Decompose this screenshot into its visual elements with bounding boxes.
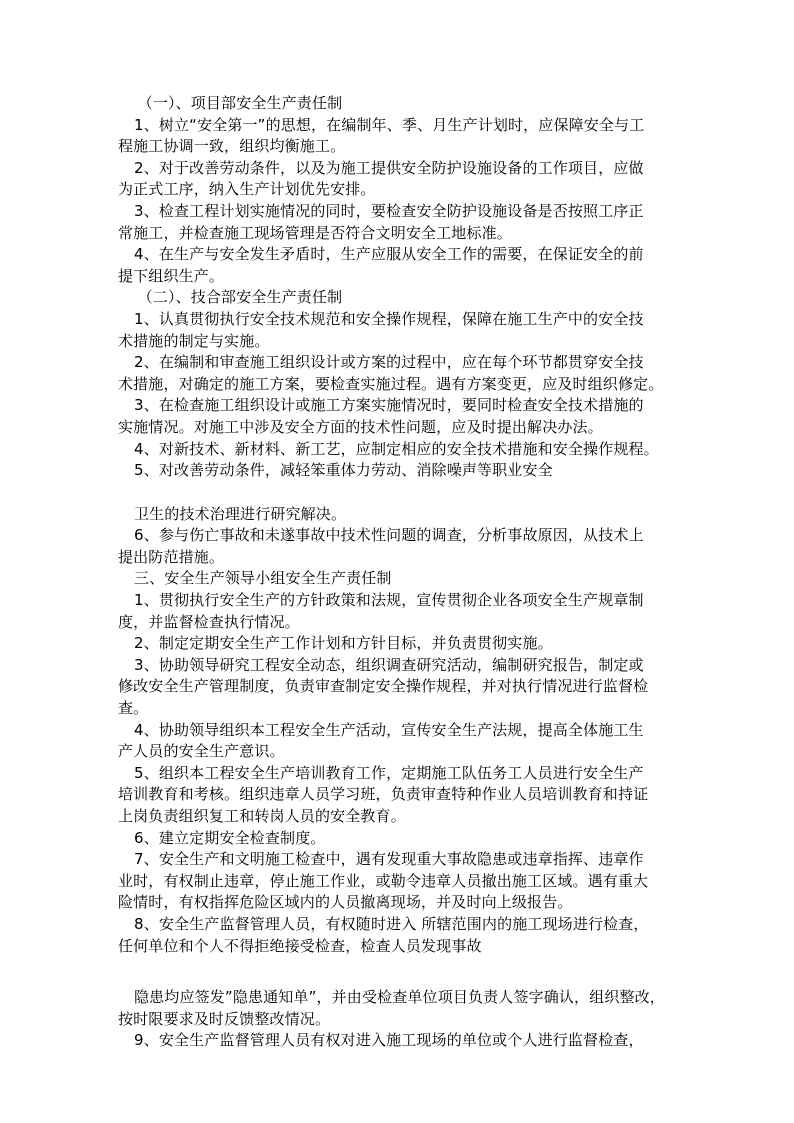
paragraph-line: 8、安全生产监督管理人员，有权随时进入 所辖范围内的施工现场进行检查， xyxy=(134,914,649,933)
paragraph-line: 产人员的安全生产意识。 xyxy=(118,742,285,761)
paragraph-line: 隐患均应签发”隐患通知单”，并由受检查单位项目负责人签字确认，组织整改， xyxy=(134,988,665,1007)
section-heading-project-dept: （一）、项目部安全生产责任制 xyxy=(130,94,343,112)
paragraph-line: 实施情况。对施工中涉及安全方面的技术性问题，应及时提出解决办法。 xyxy=(118,417,603,436)
paragraph-line: 6、建立定期安全检查制度。 xyxy=(134,828,326,847)
paragraph-line: 2、对于改善劳动条件，以及为施工提供安全防护设施设备的工作项目，应做 xyxy=(134,158,644,177)
section-heading-leadership-group: 三、安全生产领导小组安全生产责任制 xyxy=(134,569,392,588)
paragraph-line: 术措施的制定与实施。 xyxy=(118,331,270,350)
paragraph-line: 度，并监督检查执行情况。 xyxy=(118,612,300,631)
paragraph-line: 7、安全生产和文明施工检查中，遇有发现重大事故隐患或违章指挥、违章作 xyxy=(134,850,644,869)
page-break-gap xyxy=(118,482,678,504)
paragraph-line: 5、对改善劳动条件，减轻笨重体力劳动、消除噪声等职业安全 xyxy=(134,461,553,480)
paragraph-line: 2、在编制和审查施工组织设计或方案的过程中，应在每个环节都贯穿安全技 xyxy=(134,353,644,372)
paragraph-line: 培训教育和考核。组织违章人员学习班，负责审查特种作业人员培训教育和持证 xyxy=(118,785,649,804)
paragraph-line: 任何单位和个人不得拒绝接受检查，检查人员发现事故 xyxy=(118,936,482,955)
paragraph-line: 1、认真贯彻执行安全技术规范和安全操作规程，保障在施工生产中的安全技 xyxy=(134,309,644,328)
paragraph-line: 为正式工序，纳入生产计划优先安排。 xyxy=(118,180,376,199)
paragraph-line: 提出防范措施。 xyxy=(118,547,225,566)
paragraph-line: 业时，有权制止违章，停止施工作业，或勒令违章人员撤出施工区域。遇有重大 xyxy=(118,871,649,890)
paragraph-line: 卫生的技术治理进行研究解决。 xyxy=(134,504,347,523)
paragraph-line: 3、检查工程计划实施情况的同时，要检查安全防护设施设备是否按照工序正 xyxy=(134,201,644,220)
paragraph-line: 9、安全生产监督管理人员有权对进入施工现场的单位或个人进行监督检查， xyxy=(134,1031,644,1050)
section-heading-tech-dept: （二）、技合部安全生产责任制 xyxy=(130,288,343,307)
paragraph-line: 1、贯彻执行安全生产的方针政策和法规，宣传贯彻企业各项安全生产规章制 xyxy=(134,591,644,610)
paragraph-line: 险情时，有权指挥危险区域内的人员撤离现场，并及时向上级报告。 xyxy=(118,893,573,912)
paragraph-line: 查。 xyxy=(118,699,149,718)
paragraph-line: 4、协助领导组织本工程安全生产活动，宣传安全生产法规，提高全体施工生 xyxy=(134,720,644,739)
paragraph-line: 4、对新技术、新材料、新工艺，应制定相应的安全技术措施和安全操作规程。 xyxy=(134,439,659,458)
paragraph-line: 4、在生产与安全发生矛盾时，生产应服从安全工作的需要，在保证安全的前 xyxy=(134,245,644,264)
paragraph-line: 3、协助领导研究工程安全动态，组织调查研究活动，编制研究报告，制定或 xyxy=(134,655,644,674)
paragraph-line: 提下组织生产。 xyxy=(118,266,225,285)
document-body xyxy=(118,93,678,1052)
paragraph-line: 6、参与伤亡事故和未遂事故中技术性问题的调查，分析事故原因，从技术上 xyxy=(134,526,644,545)
paragraph-line: 5、组织本工程安全生产培训教育工作，定期施工队伍务工人员进行安全生产 xyxy=(134,763,644,782)
paragraph-line: 3、在检查施工组织设计或施工方案实施情况时，要同时检查安全技术措施的 xyxy=(134,396,644,415)
paragraph-line: 上岗负责组织复工和转岗人员的安全教育。 xyxy=(118,807,406,825)
paragraph-line: 2、制定定期安全生产工作计划和方针目标，并负责贯彻实施。 xyxy=(134,634,553,653)
paragraph-line: 按时限要求及时反馈整改情况。 xyxy=(118,1009,331,1028)
paragraph-line: 术措施，对确定的施工方案，要检查实施过程。遇有方案变更，应及时组织修定。 xyxy=(118,374,664,393)
paragraph-line: 程施工协调一致，组织均衡施工。 xyxy=(118,137,346,156)
paragraph-line: 常施工，并检查施工现场管理是否符合文明安全工地标准。 xyxy=(118,223,512,242)
paragraph-line: 修改安全生产管理制度，负责审查制定安全操作规程，并对执行情况进行监督检 xyxy=(118,677,649,696)
paragraph-line: 1、树立“安全第一”的思想，在编制年、季、月生产计划时，应保障安全与工 xyxy=(134,115,645,134)
page-break-gap xyxy=(118,957,678,987)
